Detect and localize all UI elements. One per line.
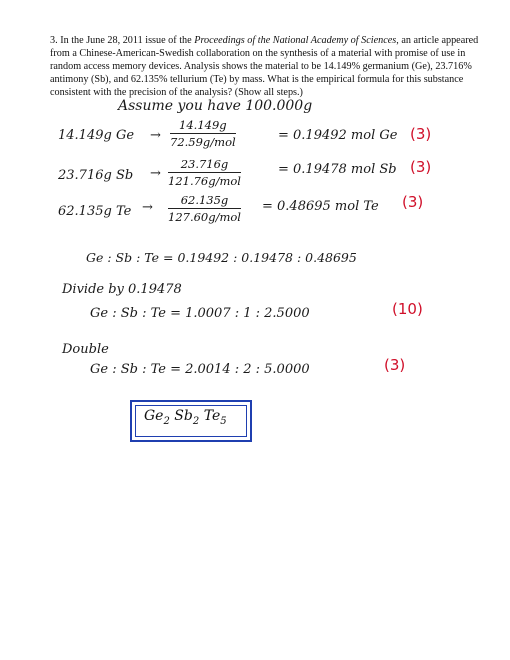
fraction-sb-numerator: 23.716g [168,157,241,173]
score-doubled: (3) [384,356,406,374]
arrow-te: → [142,200,153,215]
arrow-sb: → [150,166,161,181]
formula-te: Te [203,408,221,424]
formula-sb: Sb [174,408,193,424]
fraction-te-denominator: 127.60g/mol [168,210,241,224]
problem-text-end: , an article appeared from a Chinese-American-Swedish collaboration on the synthesis of a material with promise of use in random access memory devices. Analysis shows the material to be 14.149% germanium (Ge), 23.716% antimony (Sb), and 62.135% tellurium (Te) by mass. What is the empirical formula for this substance consistent with the precision of the analysis? (Show all steps.) [50,35,479,98]
answer-box [130,400,252,442]
fraction-sb [168,157,241,188]
assume-line: Assume you have 100.000g [118,98,313,114]
divided-ratio: Ge : Sb : Te = 1.0007 : 1 : 2.5000 [90,306,310,321]
fraction-sb-denominator: 121.76g/mol [168,174,241,188]
mole-ratio: Ge : Sb : Te = 0.19492 : 0.19478 : 0.48695 [86,250,357,265]
problem-number: 3. [50,35,58,46]
double-label: Double [62,342,109,357]
empirical-formula [144,408,227,427]
score-te: (3) [402,193,424,211]
score-ge: (3) [410,125,432,143]
mass-ge: 14.149g Ge [58,128,135,143]
score-divided: (10) [392,300,423,318]
problem-text-start: In the June 28, 2011 issue of the [60,35,195,46]
score-sb: (3) [410,158,432,176]
formula-sb-subscript: 2 [192,415,200,427]
fraction-te [168,193,241,224]
formula-te-subscript: 5 [220,415,227,427]
mass-te: 62.135g Te [58,204,132,219]
moles-te: = 0.48695 mol Te [262,199,379,214]
problem-statement [50,34,490,99]
fraction-te-numerator: 62.135g [168,193,241,209]
formula-ge: Ge [144,408,164,424]
doubled-ratio: Ge : Sb : Te = 2.0014 : 2 : 5.0000 [90,362,310,377]
moles-ge: = 0.19492 mol Ge [278,128,398,143]
fraction-ge-numerator: 14.149g [170,118,236,134]
divide-label: Divide by 0.19478 [62,282,182,297]
journal-title: Proceedings of the National Academy of Sciences [194,35,397,46]
fraction-ge-denominator: 72.59g/mol [170,135,236,149]
mass-sb: 23.716g Sb [58,168,134,183]
arrow-ge: → [150,128,161,143]
formula-ge-subscript: 2 [163,415,170,427]
moles-sb: = 0.19478 mol Sb [278,162,397,177]
fraction-ge [170,118,236,149]
